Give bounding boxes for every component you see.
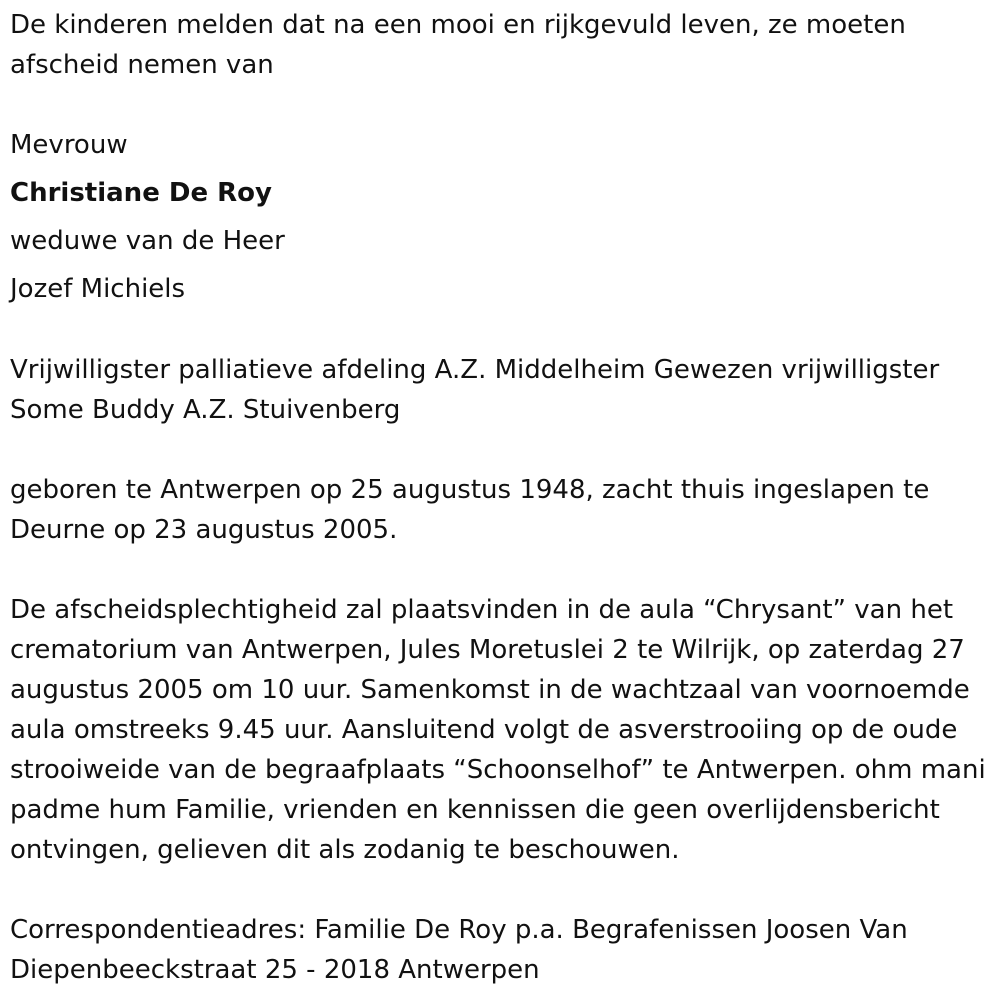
salutation: Mevrouw [10, 130, 128, 160]
deceased-name: Christiane De Roy [10, 178, 272, 208]
correspondence-paragraph: Correspondentieadres: Familie De Roy p.a. Begrafenissen Joosen Van Diepenbeeckstraat 25 - 2018 Antwerpen [10, 915, 908, 985]
spouse-name: Jozef Michiels [10, 274, 186, 304]
volunteer-paragraph: Vrijwilligster palliatieve afdeling A.Z. Middelheim Gewezen vrijwilligster Some Buddy A.Z. Stuivenberg [10, 355, 940, 425]
spouse-line: weduwe van de Heer [10, 226, 285, 256]
birth-death-paragraph: geboren te Antwerpen op 25 augustus 1948, zacht thuis ingeslapen te Deurne op 23 augustus 2005. [10, 475, 930, 545]
ceremony-paragraph: De afscheidsplechtigheid zal plaatsvinden in de aula “Chrysant” van het crematorium van Antwerpen, Jules Moretuslei 2 te Wilrijk, op zaterdag 27 augustus 2005 om 10 uur. Samenkomst in de wachtzaal van voornoemde aula omstreeks 9.45 uur. Aansluitend volgt de asverstrooiing op de oude strooiweide van de begraafplaats “Schoonselhof” te Antwerpen. ohm mani padme hum Familie, vrienden en kennissen die geen overlijdensbericht ontvingen, gelieven dit als zodanig te beschouwen. [10, 595, 986, 865]
intro-paragraph: De kinderen melden dat na een mooi en rijkgevuld leven, ze moeten afscheid nemen van [10, 10, 906, 80]
